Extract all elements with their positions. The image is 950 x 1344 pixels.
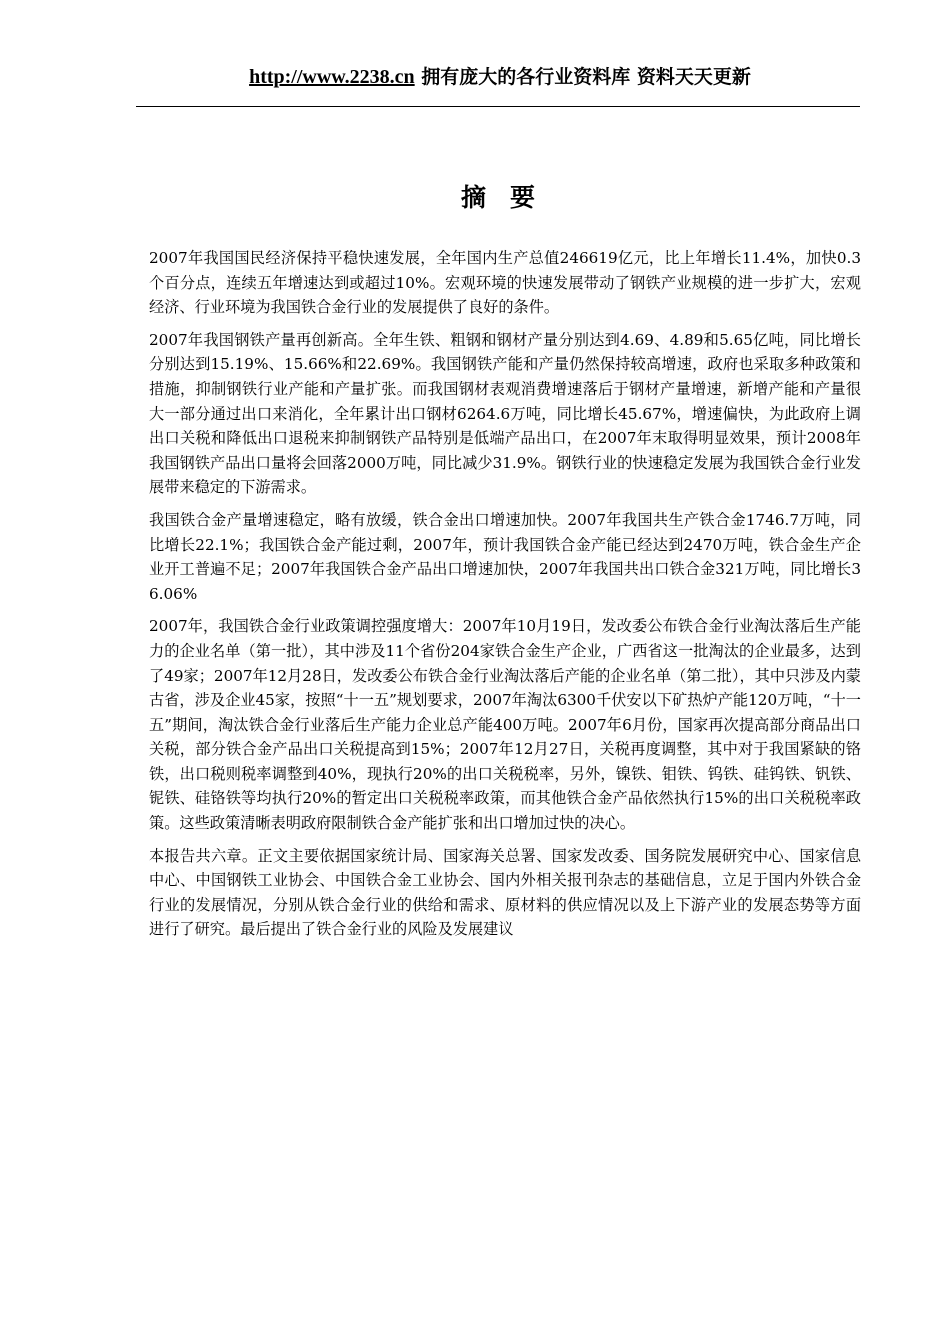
paragraph-ferroalloy-output: 我国铁合金产量增速稳定，略有放缓，铁合金出口增速加快。2007年我国共生产铁合金1746.7万吨，同比增长22.1%；我国铁合金产能过剩，2007年，预计我国铁合金产能已经达到2470万吨，铁合金生产企业开工普遍不足；2007年我国铁合金产品出口增速加快，2007年我国共出口铁合金321万吨，同比增长36.06% bbox=[149, 510, 861, 603]
paragraph-policy: 2007年，我国铁合金行业政策调控强度增大：2007年10月19日，发改委公布铁合金行业淘汰落后生产能力的企业名单（第一批），其中涉及11个省份204家铁合金生产企业，广西省这一批淘汰的企业最多，达到了49家；2007年12月28日，发改委公布铁合金行业淘汰落后产能的企业名单（第二批），其中只涉及内蒙古省，涉及企业45家，按照“十一五”规划要求，2007年淘汰6300千伏安以下矿热炉产能120万吨，“十一五”期间，淘汰铁合金行业落后生产能力企业总产能400万吨。2007年6月份，国家再次提高部分商品出口关税，部分铁合金产品出口关税提高到15%；2007年12月27日，关税再度调整，其中对于我国紧缺的铬铁，出口税则税率调整到40%，现执行20%的出口关税税率，另外，镍铁、钼铁、钨铁、硅钨铁、钒铁、铌铁、硅铬铁等均执行20%的暂定出口关税税率政策，而其他铁合金产品依然执行15%的出口关税税率政策。这些政策清晰表明政府限制铁合金产能扩张和出口增加过快的决心。 bbox=[149, 617, 861, 833]
header-url-link[interactable]: http://www.2238.cn bbox=[249, 66, 415, 88]
paragraph-overview: 2007年我国国民经济保持平稳快速发展，全年国内生产总值246619亿元，比上年增长11.4%，加快0.3个百分点，连续五年增速达到或超过10%。宏观环境的快速发展带动了钢铁产业规模的进一步扩大，宏观经济、行业环境为我国铁合金行业的发展提供了良好的条件。 bbox=[149, 249, 861, 317]
page-header bbox=[140, 62, 860, 92]
paragraph-report-structure: 本报告共六章。正文主要依据国家统计局、国家海关总署、国家发改委、国务院发展研究中心、国家信息中心、中国钢铁工业协会、中国铁合金工业协会、国内外相关报刊杂志的基础信息，立足于国内外铁合金行业的发展情况，分别从铁合金行业的供给和需求、原材料的供应情况以及上下游产业的发展态势等方面进行了研究。最后提出了铁合金行业的风险及发展建议 bbox=[149, 846, 861, 939]
paragraph-steel-output: 2007年我国钢铁产量再创新高。全年生铁、粗钢和钢材产量分别达到4.69、4.89和5.65亿吨，同比增长分别达到15.19%、15.66%和22.69%。我国钢铁产能和产量仍然保持较高增速，政府也采取多种政策和措施，抑制钢铁行业产能和产量扩张。而我国钢材表观消费增速落后于钢材产量增速，新增产能和产量很大一部分通过出口来消化，全年累计出口钢材6264.6万吨，同比增长45.67%，增速偏快，为此政府上调出口关税和降低出口退税来抑制钢铁产品特别是低端产品出口，在2007年末取得明显效果，预计2008年我国钢铁产品出口量将会回落2000万吨，同比减少31.9%。钢铁行业的快速稳定发展为我国铁合金行业发展带来稳定的下游需求。 bbox=[149, 330, 861, 497]
abstract-body bbox=[149, 246, 861, 950]
section-title: 摘要 bbox=[460, 183, 559, 212]
header-tagline: 拥有庞大的各行业资料库 资料天天更新 bbox=[421, 66, 751, 88]
header-divider bbox=[136, 106, 860, 107]
